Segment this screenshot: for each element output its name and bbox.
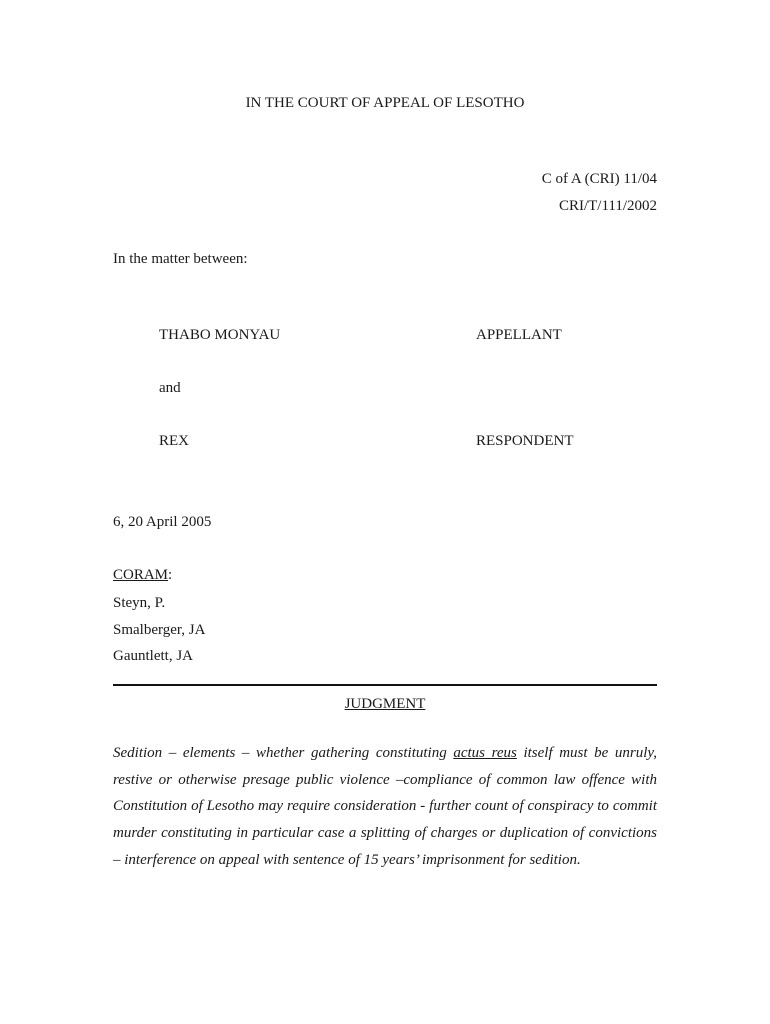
judgment-summary: [113, 740, 657, 874]
judge-1: Steyn, P.: [113, 595, 166, 611]
summary-text-end: itself must be unruly, restive or otherwise presage public violence –compliance of common law offence with Constitution of Lesotho may require consideration - further count of conspiracy to commit murder constituting in particular case a splitting of charges or duplication of convictions – interference on appeal with sentence of 15 years’ imprisonment for sedition.: [113, 745, 657, 868]
coram-heading: [113, 566, 172, 584]
coram-label: CORAM: [113, 567, 169, 583]
judge-3: Gauntlett, JA: [113, 648, 193, 664]
appellant-name: THABO MONYAU: [159, 327, 281, 343]
summary-underlined-term: actus reus: [453, 745, 517, 761]
summary-text-start: Sedition – elements – whether gathering constituting: [113, 745, 454, 761]
judgment-heading: JUDGMENT: [344, 696, 426, 712]
case-number-trial: CRI/T/111/2002: [558, 198, 657, 214]
coram-colon: :: [168, 567, 173, 583]
horizontal-rule: [113, 684, 657, 686]
hearing-date: 6, 20 April 2005: [113, 514, 212, 530]
parties-conjunction: and: [159, 380, 181, 396]
judge-2: Smalberger, JA: [113, 622, 206, 638]
court-title: IN THE COURT OF APPEAL OF LESOTHO: [245, 95, 525, 111]
appellant-role: APPELLANT: [476, 327, 562, 343]
case-number-appeal: C of A (CRI) 11/04: [541, 171, 657, 187]
respondent-role: RESPONDENT: [476, 433, 574, 449]
respondent-name: REX: [159, 433, 189, 449]
matter-intro: In the matter between:: [113, 251, 248, 267]
